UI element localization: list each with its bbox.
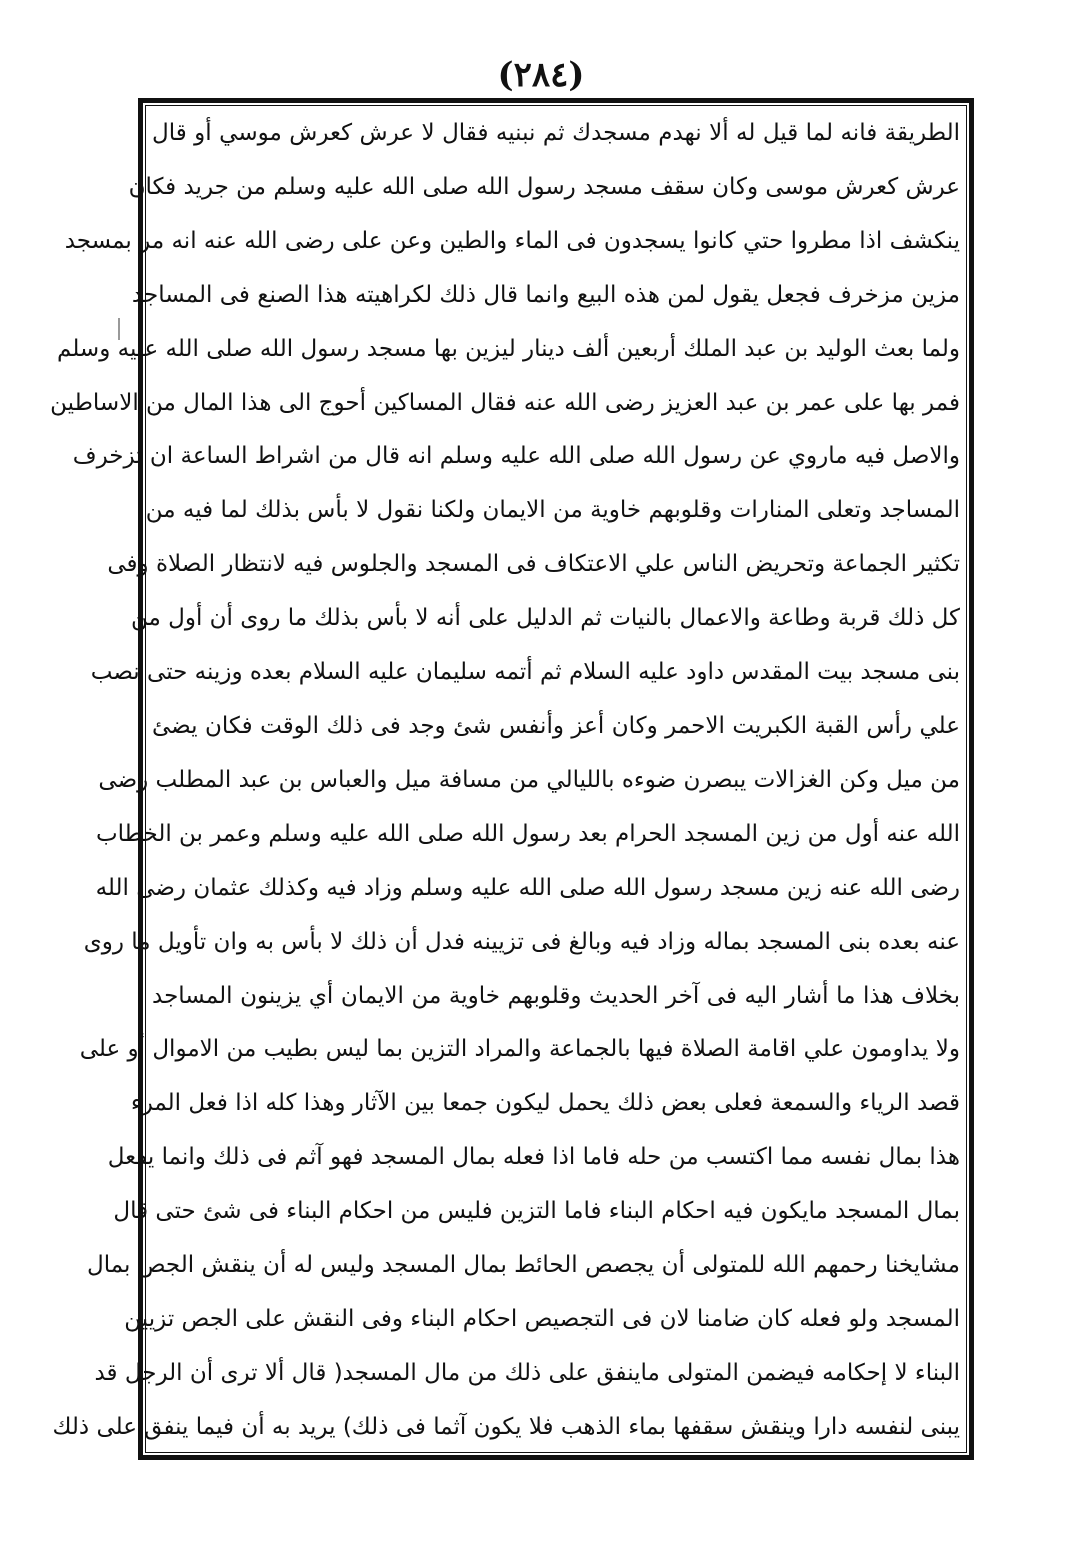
text-line: فمر بها على عمر بن عبد العزيز رضى الله عنه فقال المساكين أحوج الى هذا المال من الاساطين [50, 389, 960, 416]
text-line: قصد الرياء والسمعة فعلى بعض ذلك يحمل ليكون جمعا بين الآثار وهذا كله اذا فعل المرء [130, 1090, 960, 1117]
text-line: بنى مسجد بيت المقدس داود عليه السلام ثم أتمه سليمان عليه السلام بعده وزينه حتى نصب [90, 659, 960, 686]
text-line: والاصل فيه ماروي عن رسول الله صلى الله عليه وسلم انه قال من اشراط الساعة ان تزخرف [72, 443, 960, 470]
text-line: ولما بعث الوليد بن عبد الملك أربعين ألف دينار ليزين بها مسجد رسول الله صلى الله عليه وسلم [57, 335, 960, 362]
text-line: ينكشف اذا مطروا حتي كانوا يسجدون فى الماء والطين وعن على رضى الله عنه انه مر بمسجد [64, 227, 960, 254]
text-line: ولا يداومون علي اقامة الصلاة فيها بالجماعة والمراد التزين بما ليس بطيب من الاموال أو على [79, 1036, 960, 1063]
text-line: تكثير الجماعة وتحريض الناس علي الاعتكاف فى المسجد والجلوس فيه لانتظار الصلاة وفى [107, 551, 960, 578]
text-line: بخلاف هذا ما أشار اليه فى آخر الحديث وقلوبهم خاوية من الايمان أي يزينون المساجد [152, 982, 960, 1009]
text-line: هذا بمال نفسه مما اكتسب من حله فاما اذا فعله بمال المسجد فهو آثم فى ذلك وانما يفعل [107, 1144, 960, 1171]
text-line: رضى الله عنه زين مسجد رسول الله صلى الله عليه وسلم وزاد فيه وكذلك عثمان رضى الله [95, 874, 960, 901]
text-line: علي رأس القبة الكبريت الاحمر وكان أعز وأنفس شئ وجد فى ذلك الوقت فكان يضئ [152, 712, 960, 739]
page-number: (٢٨٤) [497, 55, 585, 95]
text-line: كل ذلك قربة وطاعة والاعمال بالنيات ثم الدليل على أنه لا بأس بذلك ما روى أن أول من [131, 605, 960, 632]
text-line: من ميل وكن الغزالات يبصرن ضوءه بالليالي من مسافة ميل والعباس بن عبد المطلب رضى [98, 766, 960, 793]
text-line: المساجد وتعلى المنارات وقلوبهم خاوية من الايمان ولكنا نقول لا بأس بذلك لما فيه من [145, 497, 960, 524]
text-line: الله عنه أول من زين المسجد الحرام بعد رسول الله صلى الله عليه وسلم وعمر بن الخطاب [95, 820, 960, 847]
text-line: مزين مزخرف فجعل يقول لمن هذه البيع وانما قال ذلك لكراهيته هذا الصنع فى المساجد [131, 281, 960, 308]
text-line: بمال المسجد مايكون فيه احكام البناء فاما التزين فليس من احكام البناء فى شئ حتى قال [113, 1198, 960, 1225]
text-line: المسجد ولو فعله كان ضامنا لان فى التجصيص احكام البناء وفى النقش على الجص تزيين [124, 1305, 960, 1332]
text-line: يبنى لنفسه دارا وينقش سقفها بماء الذهب فلا يكون آثما فى ذلك) يريد به أن فيما ينفق على ذلك [52, 1413, 960, 1440]
body-text [50, 112, 960, 1448]
text-line: مشايخنا رحمهم الله للمتولى أن يجصص الحائط بمال المسجد وليس له أن ينقش الجص بمال [86, 1252, 960, 1279]
text-line: عرش كعرش موسى وكان سقف مسجد رسول الله صلى الله عليه وسلم من جريد فكان [128, 173, 960, 200]
text-line: عنه بعده بنى المسجد بماله وزاد فيه وبالغ فى تزيينه فدل أن ذلك لا بأس به وان تأويل ما روى [83, 928, 960, 955]
text-line: البناء لا إحكامه فيضمن المتولى ماينفق على ذلك من مال المسجد( قال ألا ترى أن الرجل قد [94, 1359, 960, 1386]
text-line: الطريقة فانه لما قيل له ألا نهدم مسجدك ثم نبنيه فقال لا عرش كعرش موسي أو قال [152, 120, 960, 146]
